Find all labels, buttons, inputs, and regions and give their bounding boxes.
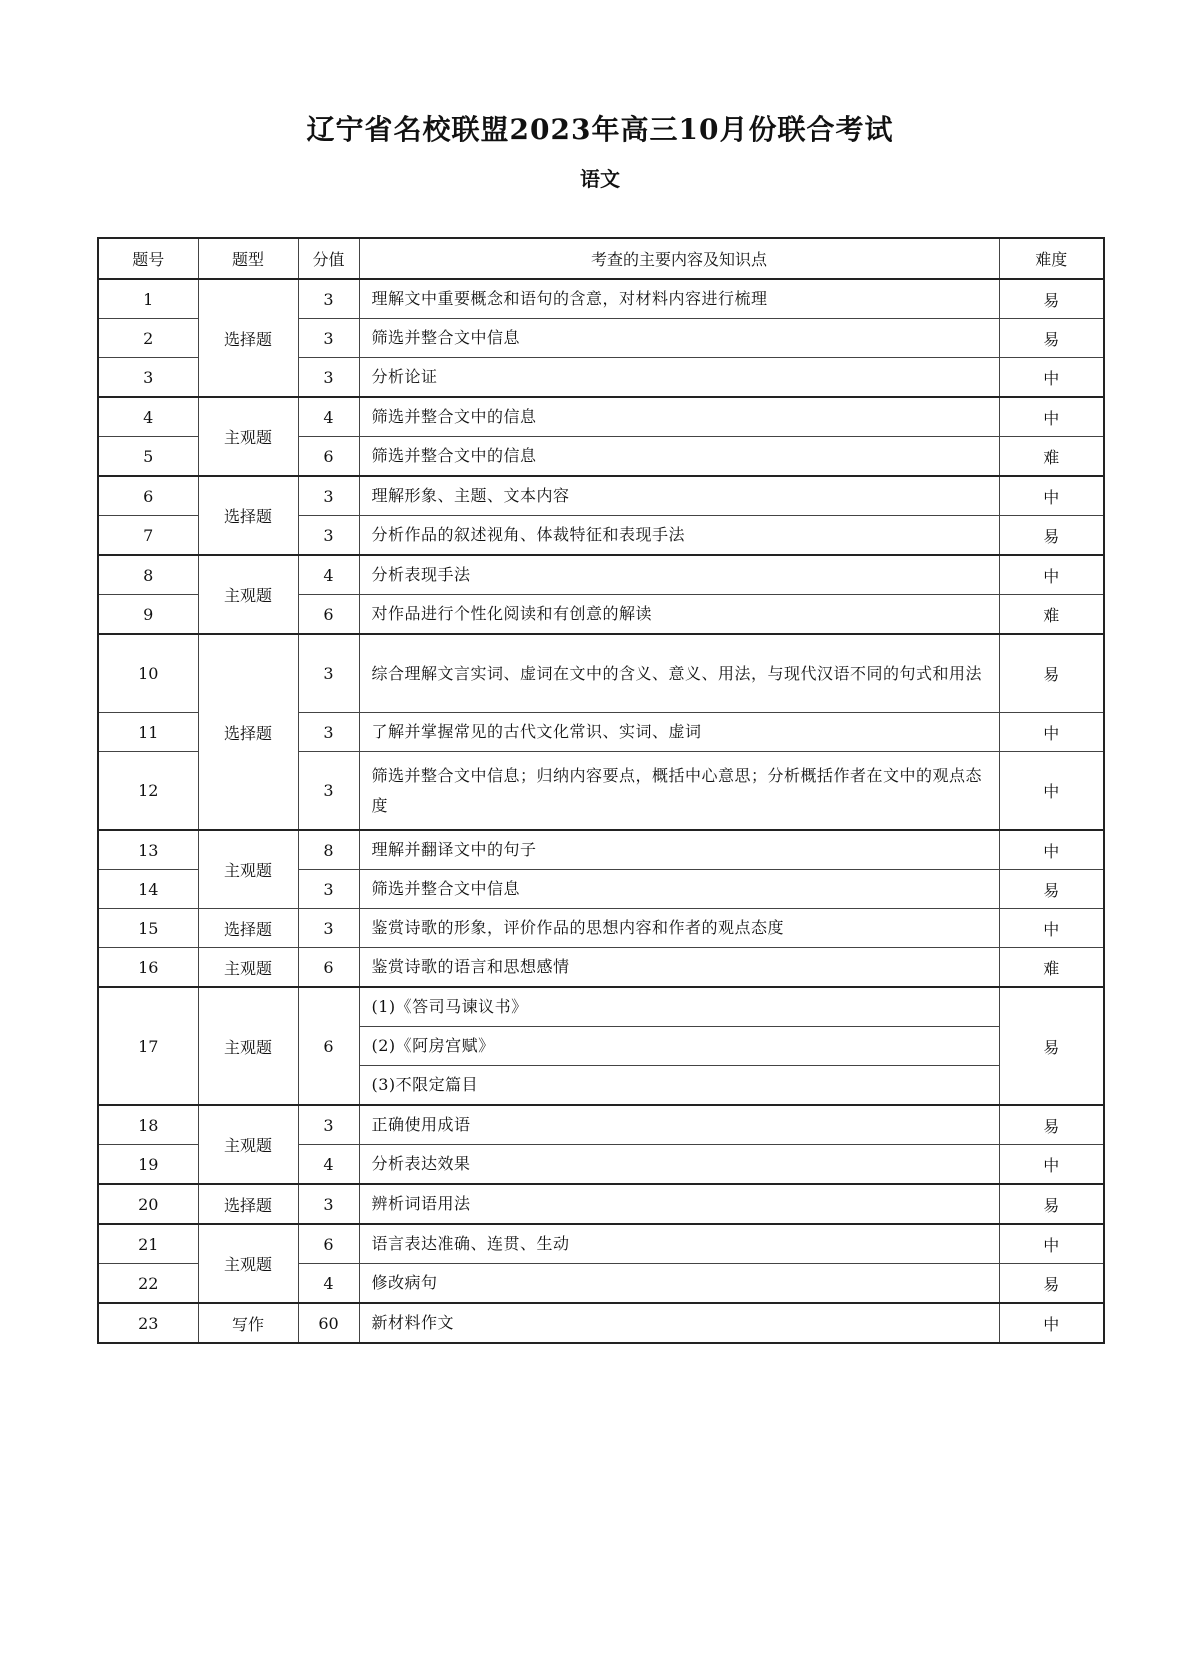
content-cell: 分析表达效果 [359,1145,999,1185]
difficulty-cell: 中 [999,1303,1104,1343]
content-cell: 理解文中重要概念和语句的含意，对材料内容进行梳理 [359,279,999,319]
question-number-cell: 5 [98,437,198,477]
question-number-cell: 12 [98,752,198,831]
difficulty-cell: 难 [999,948,1104,988]
question-number-cell: 23 [98,1303,198,1343]
score-cell: 3 [298,319,359,358]
difficulty-cell: 易 [999,279,1104,319]
question-number-cell: 1 [98,279,198,319]
question-number-cell: 10 [98,634,198,713]
content-cell: (1)《答司马谏议书》 [359,987,999,1027]
question-number-cell: 16 [98,948,198,988]
content-cell: 修改病句 [359,1264,999,1304]
question-number-cell: 2 [98,319,198,358]
content-cell: 筛选并整合文中信息 [359,870,999,909]
header-question-type: 题型 [198,238,298,279]
score-cell: 3 [298,279,359,319]
difficulty-cell: 中 [999,909,1104,948]
score-cell: 3 [298,1184,359,1224]
question-number-cell: 11 [98,713,198,752]
content-cell: 新材料作文 [359,1303,999,1343]
table-row [98,909,1104,948]
table-header-row [98,238,1104,279]
difficulty-cell: 中 [999,830,1104,870]
table-row [98,1224,1104,1264]
score-cell: 3 [298,909,359,948]
question-number-cell: 19 [98,1145,198,1185]
content-cell: 筛选并整合文中的信息 [359,397,999,437]
table-row [98,1184,1104,1224]
score-cell: 8 [298,830,359,870]
score-cell: 3 [298,713,359,752]
difficulty-cell: 易 [999,1264,1104,1304]
question-number-cell: 9 [98,595,198,635]
content-cell: 理解形象、主题、文本内容 [359,476,999,516]
difficulty-cell: 中 [999,1145,1104,1185]
content-cell: 辨析词语用法 [359,1184,999,1224]
score-cell: 6 [298,437,359,477]
table-row [98,279,1104,319]
score-cell: 3 [298,358,359,398]
content-cell: 分析表现手法 [359,555,999,595]
content-cell: 了解并掌握常见的古代文化常识、实词、虚词 [359,713,999,752]
question-type-cell: 选择题 [198,909,298,948]
score-cell: 3 [298,870,359,909]
content-cell: 语言表达准确、连贯、生动 [359,1224,999,1264]
table-row [98,476,1104,516]
table-row [98,1303,1104,1343]
question-number-cell: 22 [98,1264,198,1304]
score-cell: 3 [298,1105,359,1145]
score-cell: 4 [298,555,359,595]
difficulty-cell: 易 [999,634,1104,713]
table-row [98,830,1104,870]
difficulty-cell: 中 [999,358,1104,398]
table-row [98,1105,1104,1145]
question-number-cell: 20 [98,1184,198,1224]
difficulty-cell: 易 [999,319,1104,358]
difficulty-cell: 中 [999,397,1104,437]
question-type-cell: 主观题 [198,1224,298,1303]
question-number-cell: 18 [98,1105,198,1145]
difficulty-cell: 易 [999,870,1104,909]
question-number-cell: 21 [98,1224,198,1264]
document-title: 辽宁省名校联盟2023年高三10月份联合考试 [306,113,894,146]
question-type-cell: 主观题 [198,948,298,988]
content-cell: 分析论证 [359,358,999,398]
question-type-cell: 选择题 [198,476,298,555]
content-cell: 筛选并整合文中信息 [359,319,999,358]
question-number-cell: 7 [98,516,198,556]
question-number-cell: 17 [98,987,198,1105]
difficulty-cell: 易 [999,1105,1104,1145]
content-cell: 筛选并整合文中信息；归纳内容要点，概括中心意思；分析概括作者在文中的观点态度 [359,752,999,831]
difficulty-cell: 中 [999,555,1104,595]
question-number-cell: 8 [98,555,198,595]
difficulty-cell: 难 [999,437,1104,477]
score-cell: 6 [298,1224,359,1264]
question-type-cell: 选择题 [198,634,298,830]
score-cell: 6 [298,948,359,988]
question-type-cell: 主观题 [198,1105,298,1184]
document-subtitle: 语文 [580,167,620,191]
question-number-cell: 4 [98,397,198,437]
question-number-cell: 14 [98,870,198,909]
question-type-cell: 选择题 [198,1184,298,1224]
question-type-cell: 写作 [198,1303,298,1343]
question-type-cell: 主观题 [198,397,298,476]
header-question-number: 题号 [98,238,198,279]
question-type-cell: 主观题 [198,987,298,1105]
content-cell: 筛选并整合文中的信息 [359,437,999,477]
content-cell: 正确使用成语 [359,1105,999,1145]
content-cell: 鉴赏诗歌的形象，评价作品的思想内容和作者的观点态度 [359,909,999,948]
table-row [98,634,1104,713]
table-body [98,279,1104,1343]
table-row [98,555,1104,595]
question-number-cell: 15 [98,909,198,948]
difficulty-cell: 中 [999,1224,1104,1264]
question-type-cell: 主观题 [198,555,298,634]
table-row [98,397,1104,437]
content-cell: (3)不限定篇目 [359,1066,999,1106]
score-cell: 3 [298,752,359,831]
score-cell: 4 [298,1264,359,1304]
score-cell: 6 [298,987,359,1105]
score-cell: 60 [298,1303,359,1343]
difficulty-cell: 中 [999,476,1104,516]
difficulty-cell: 中 [999,713,1104,752]
score-cell: 3 [298,634,359,713]
score-cell: 4 [298,1145,359,1185]
header-score: 分值 [298,238,359,279]
question-type-cell: 选择题 [198,279,298,397]
content-cell: 鉴赏诗歌的语言和思想感情 [359,948,999,988]
header-difficulty: 难度 [999,238,1104,279]
question-number-cell: 13 [98,830,198,870]
exam-spec-table [97,237,1105,1344]
difficulty-cell: 易 [999,516,1104,556]
score-cell: 4 [298,397,359,437]
difficulty-cell: 中 [999,752,1104,831]
difficulty-cell: 易 [999,1184,1104,1224]
content-cell: 理解并翻译文中的句子 [359,830,999,870]
table-row [98,987,1104,1027]
score-cell: 3 [298,476,359,516]
content-cell: (2)《阿房宫赋》 [359,1027,999,1066]
content-cell: 对作品进行个性化阅读和有创意的解读 [359,595,999,635]
question-number-cell: 6 [98,476,198,516]
question-number-cell: 3 [98,358,198,398]
score-cell: 6 [298,595,359,635]
header-content: 考查的主要内容及知识点 [359,238,999,279]
difficulty-cell: 难 [999,595,1104,635]
content-cell: 综合理解文言实词、虚词在文中的含义、意义、用法，与现代汉语不同的句式和用法 [359,634,999,713]
question-type-cell: 主观题 [198,830,298,909]
content-cell: 分析作品的叙述视角、体裁特征和表现手法 [359,516,999,556]
difficulty-cell: 易 [999,987,1104,1105]
score-cell: 3 [298,516,359,556]
table-row [98,948,1104,988]
